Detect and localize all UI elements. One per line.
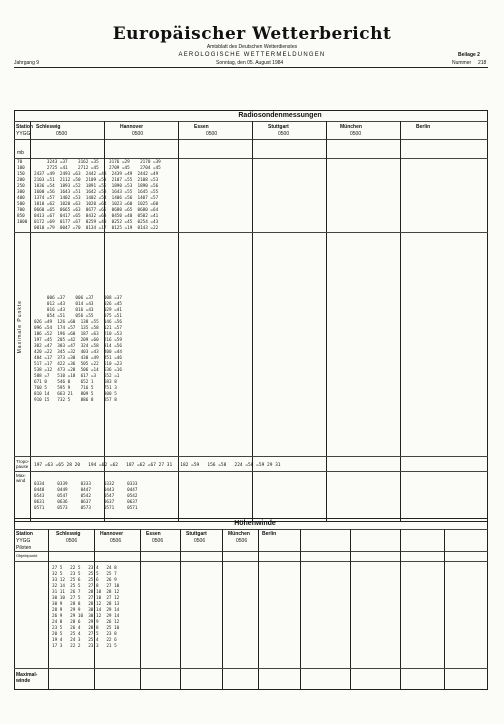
nummer-label: Nummer bbox=[452, 60, 472, 66]
upper-row: 1374 =57 1402 =53 1402 =54 1406 =56 1407 =57 bbox=[34, 196, 159, 201]
pressure-level: 250 bbox=[17, 184, 25, 189]
hoehenwind-row: 28 9 29 9 30 14 29 14 bbox=[52, 608, 120, 613]
max-punkte-label: Maximale Punkte bbox=[17, 300, 23, 354]
hoehenwind-row: 33 12 25 6 25 6 26 9 bbox=[52, 578, 117, 583]
yygg-essen: 0500 bbox=[206, 131, 218, 137]
significant-point-row: 016 =43 016 =43 029 =41 bbox=[34, 308, 122, 313]
hoehenwind-row: 27 5 22 5 23 4 24 8 bbox=[52, 566, 117, 571]
hw-yygg-essen: 0506 bbox=[152, 538, 164, 544]
yygg-stuttgart: 0500 bbox=[278, 131, 290, 137]
upper-row: 0010 =79 0047 =70 0134 =17 0125 =19 0143 =22 bbox=[34, 226, 159, 231]
hw-station-hannover: Hannover bbox=[100, 531, 124, 537]
significant-point-row: 760 5 595 9 716 5 751 3 bbox=[34, 386, 117, 391]
mb-label: mb bbox=[17, 150, 24, 156]
yygg-schleswig: 0500 bbox=[56, 131, 68, 137]
hoehenwind-row: 31 11 26 7 28 10 28 12 bbox=[52, 590, 120, 595]
pressure-level: 400 bbox=[17, 196, 25, 201]
pressure-level: 150 bbox=[17, 172, 25, 177]
maxwind-row: 0631 0636 0637 0637 0637 bbox=[34, 500, 138, 505]
hw-yygg-hannover: 0506 bbox=[110, 538, 122, 544]
maxwind-row: 0571 0573 0573 0571 0571 bbox=[34, 506, 138, 511]
maxwind-label: Max-wind bbox=[16, 473, 26, 483]
hoehenwind-row: 20 5 25 4 27 5 23 8 bbox=[52, 632, 117, 637]
yygg-muenchen: 0500 bbox=[350, 131, 362, 137]
significant-point-row: 910 15 732 5 886 8 857 8 bbox=[34, 398, 117, 403]
pressure-level: 100 bbox=[17, 166, 25, 171]
hw-obj-label: Objektpunkt bbox=[16, 553, 38, 558]
hoehenwind-row: 17 3 22 2 23 3 21 5 bbox=[52, 644, 117, 649]
hw-station-muenchen: München bbox=[228, 531, 250, 537]
upper-row: 0413 =67 0417 =65 0432 =63 0450 =40 0502 =41 bbox=[34, 214, 159, 219]
significant-point-row: 012 =43 014 =43 026 =45 bbox=[34, 302, 122, 307]
hoehenwinde-data bbox=[52, 566, 119, 650]
significant-point-row: 096 =54 174 =57 135 =58 121 =57 bbox=[34, 326, 122, 331]
upper-row: 3243 =37 3162 =35 3176 =29 2170 =39 bbox=[34, 160, 161, 165]
hw-yygg-schleswig: 0506 bbox=[66, 538, 78, 544]
hw-maxwind-label: Maximal-winde bbox=[16, 672, 38, 684]
upper-row: 1010 =62 1020 =63 1020 =64 1023 =60 1025 =60 bbox=[34, 202, 159, 207]
maxwind-row: 0543 0547 0542 0547 0542 bbox=[34, 494, 138, 499]
significant-points-data bbox=[34, 296, 122, 404]
station-schleswig: Schleswig bbox=[36, 124, 61, 130]
date-label: Sonntag, den 05. August 1984 bbox=[216, 60, 284, 66]
station-muenchen: München bbox=[340, 124, 362, 130]
yygg-hannover: 0500 bbox=[132, 131, 144, 137]
hoehenwinde-title: Höhenwinde bbox=[234, 520, 276, 527]
station-label: Station bbox=[16, 124, 33, 130]
upper-row: 2725 =41 2712 =45 2709 =45 2704 =45 bbox=[34, 166, 161, 171]
hw-station-stuttgart: Stuttgart bbox=[186, 531, 207, 537]
hoehenwind-row: 30 10 27 5 27 10 27 12 bbox=[52, 596, 120, 601]
page-subtitle: Amtsblatt des Deutschen Wetterdienstes bbox=[206, 44, 298, 50]
pressure-level: 850 bbox=[17, 214, 25, 219]
hoehenwind-row: 19 4 24 3 25 4 22 6 bbox=[52, 638, 117, 643]
jahrgang-label: Jahrgang 9 bbox=[14, 60, 40, 66]
significant-point-row: 054 =51 056 =55 075 =51 bbox=[34, 314, 122, 319]
pressure-level: 70 bbox=[17, 160, 23, 165]
upper-air-data bbox=[34, 160, 161, 232]
significant-point-row: 302 =47 303 =47 324 =58 314 =56 bbox=[34, 344, 122, 349]
header-divider bbox=[14, 67, 488, 68]
upper-row: 1600 =56 1643 =51 1642 =53 1643 =55 1645 =55 bbox=[34, 190, 159, 195]
maxwind-row: 0440 0449 0447 0443 0447 bbox=[34, 488, 138, 493]
upper-row: 2103 =51 2112 =50 2109 =53 2107 =55 2108 =53 bbox=[34, 178, 159, 183]
hoehenwind-row: 24 8 28 6 29 9 26 12 bbox=[52, 620, 120, 625]
pressure-level: 200 bbox=[17, 178, 25, 183]
pressure-level: 500 bbox=[17, 202, 25, 207]
yygg-label: YYGG bbox=[16, 131, 31, 137]
hw-station-essen: Essen bbox=[146, 531, 161, 537]
pressure-level: 1000 bbox=[17, 220, 28, 225]
page-title: Europäischer Wetterbericht bbox=[112, 24, 392, 44]
station-essen: Essen bbox=[194, 124, 209, 130]
maxwind-data bbox=[34, 482, 137, 512]
significant-point-row: 026 =49 126 =60 138 =55 146 =56 bbox=[34, 320, 122, 325]
hoehenwind-row: 26 9 29 10 30 12 29 14 bbox=[52, 614, 120, 619]
significant-point-row: 671 0 546 0 652 1 683 8 bbox=[34, 380, 117, 385]
hoehenwind-row: 32 14 25 5 27 8 27 10 bbox=[52, 584, 120, 589]
pressure-levels bbox=[17, 160, 27, 226]
hw-station-berlin: Berlin bbox=[262, 531, 277, 537]
upper-row: 0660 =65 0665 =63 0677 =65 0680 =65 0680 =64 bbox=[34, 208, 159, 213]
hw-station-schleswig: Schleswig bbox=[56, 531, 81, 537]
hw-yygg-stuttgart: 0506 bbox=[194, 538, 206, 544]
upper-row: 0172 =69 0177 =67 0259 =43 0252 =45 0254 =43 bbox=[34, 220, 159, 225]
significant-point-row: 197 =45 205 =42 209 =60 216 =59 bbox=[34, 338, 122, 343]
significant-point-row: 484 =17 373 =30 430 =49 451 =46 bbox=[34, 356, 122, 361]
significant-point-row: 517 =17 422 =36 505 =22 510 =23 bbox=[34, 362, 122, 367]
significant-point-row: 588 =7 510 =18 617 =3 552 =1 bbox=[34, 374, 120, 379]
hw-yygg-muenchen: 0506 bbox=[236, 538, 248, 544]
hw-piloten-label: Piloten bbox=[16, 545, 32, 551]
hoehenwind-row: 23 5 26 4 28 8 25 10 bbox=[52, 626, 120, 631]
significant-point-row: 420 =22 345 =32 403 =43 400 =44 bbox=[34, 350, 122, 355]
beilage-label: Beilage 2 bbox=[458, 52, 480, 58]
hw-station-label: Station bbox=[16, 531, 33, 537]
hoehenwind-row: 32 5 23 5 25 5 25 7 bbox=[52, 572, 117, 577]
nummer-value: 218 bbox=[478, 60, 487, 66]
significant-point-row: 538 =12 473 =28 506 =14 536 =16 bbox=[34, 368, 122, 373]
station-berlin: Berlin bbox=[416, 124, 431, 130]
tropopause-label: Tropo-pause bbox=[16, 459, 30, 469]
aerological-heading: AEROLOGISCHE WETTERMELDUNGEN bbox=[178, 52, 326, 58]
significant-point-row: 006 =37 006 =37 008 =37 bbox=[34, 296, 122, 301]
upper-row: 2437 =49 2493 =63 2442 =48 2439 =49 2442 =49 bbox=[34, 172, 159, 177]
pressure-level: 700 bbox=[17, 208, 25, 213]
station-stuttgart: Stuttgart bbox=[268, 124, 289, 130]
pressure-level: 300 bbox=[17, 190, 25, 195]
tropopause-row: 197 =63 =65 28 20 194 =62 =62 187 =62 =67 27 31 182 =59 156 =58 224 =58 =59 29 31 bbox=[34, 463, 281, 468]
significant-point-row: 810 14 663 21 809 5 800 5 bbox=[34, 392, 117, 397]
radiosonde-title: Radiosondenmessungen bbox=[238, 112, 322, 119]
hw-yygg-label: YYGG bbox=[16, 538, 31, 544]
significant-point-row: 186 =52 196 =60 187 =63 210 =53 bbox=[34, 332, 122, 337]
station-hannover: Hannover bbox=[120, 124, 144, 130]
upper-row: 1836 =54 1893 =52 1891 =55 1890 =53 1890 =56 bbox=[34, 184, 159, 189]
maxwind-row: 0334 0339 0333 0332 0333 bbox=[34, 482, 138, 487]
hoehenwind-row: 30 9 28 8 28 12 28 13 bbox=[52, 602, 120, 607]
